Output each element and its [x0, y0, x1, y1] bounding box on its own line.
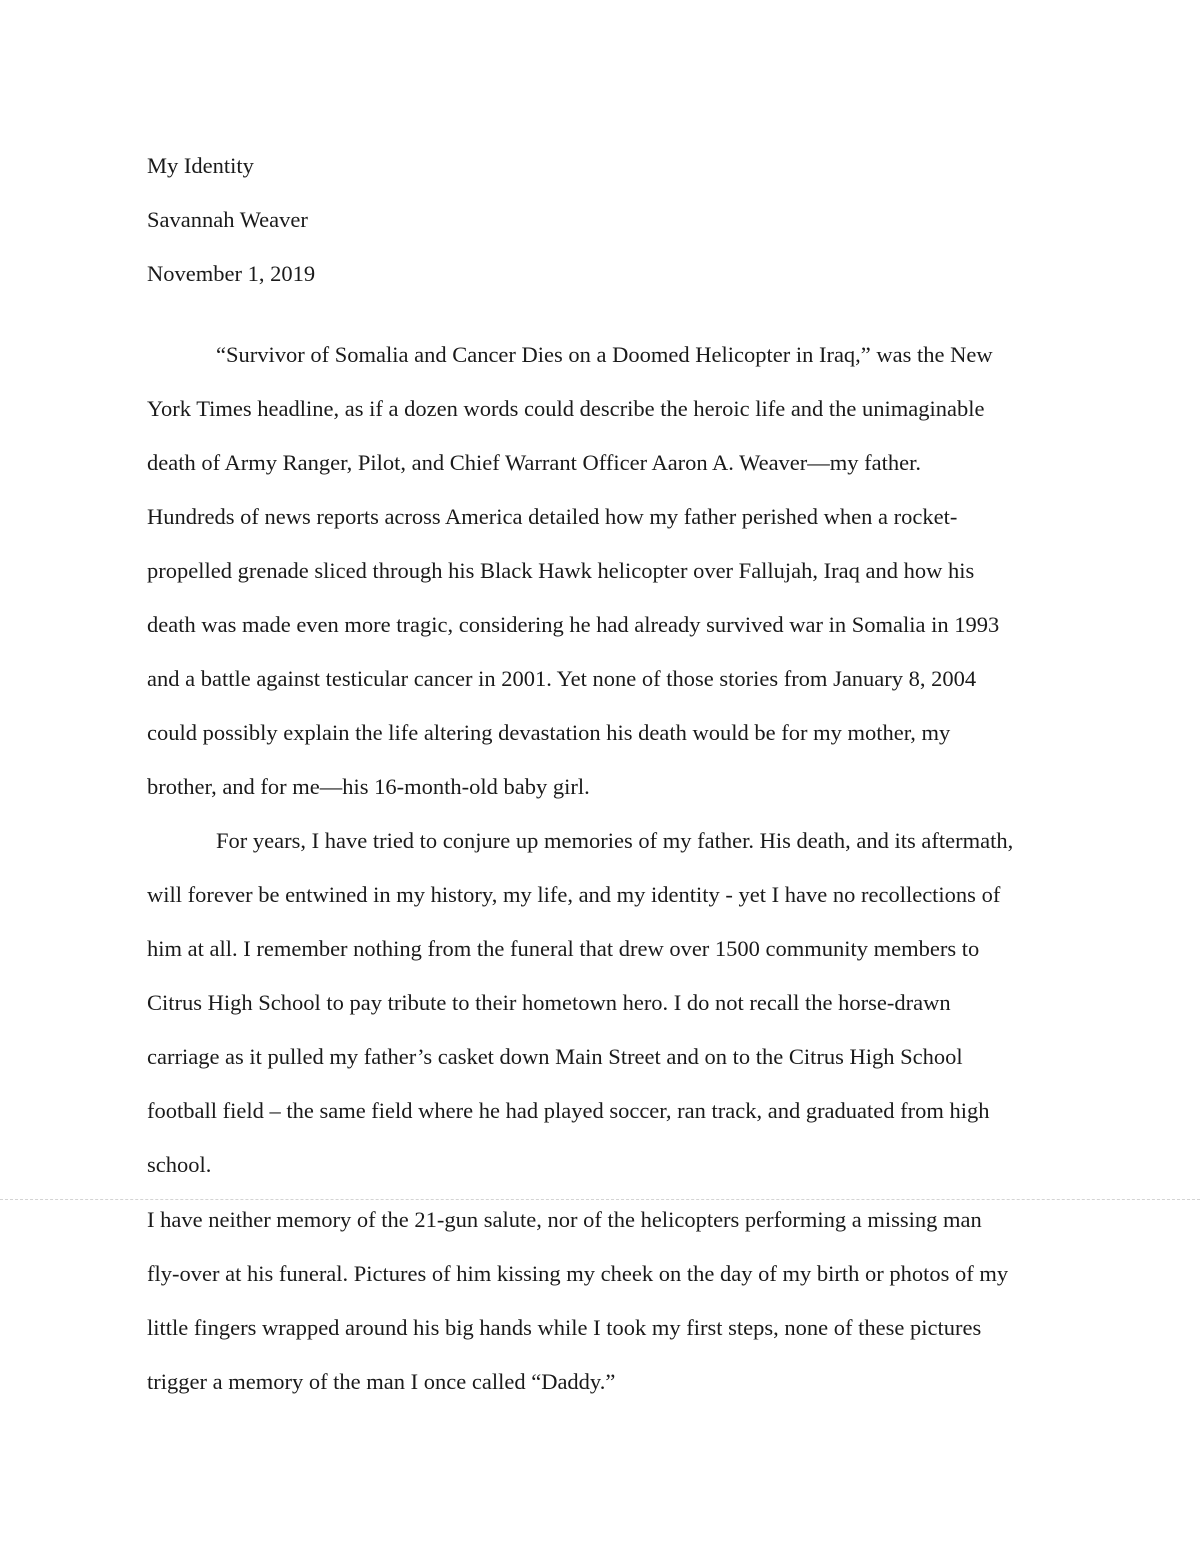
paragraph-line: could possibly explain the life altering devastation his death would be for my mother, my: [147, 720, 951, 745]
author-name: Savannah Weaver: [147, 207, 308, 232]
paragraph-line: trigger a memory of the man I once called “Daddy.”: [147, 1369, 616, 1394]
paragraph-line: death of Army Ranger, Pilot, and Chief Warrant Officer Aaron A. Weaver—my father.: [147, 450, 922, 475]
paragraph-line: For years, I have tried to conjure up memories of my father. His death, and its aftermath,: [216, 828, 1014, 853]
paragraph-line: I have neither memory of the 21-gun salute, nor of the helicopters performing a missing man: [147, 1207, 982, 1232]
paragraph-line: propelled grenade sliced through his Black Hawk helicopter over Fallujah, Iraq and how his: [147, 558, 975, 583]
paragraph-line: York Times headline, as if a dozen words could describe the heroic life and the unimaginable: [147, 396, 985, 421]
paragraph-line: Citrus High School to pay tribute to their hometown hero. I do not recall the horse-drawn: [147, 990, 951, 1015]
essay-title: My Identity: [147, 153, 254, 178]
paragraph-line: and a battle against testicular cancer in 2001. Yet none of those stories from January 8, 2004: [147, 666, 977, 691]
essay-date: November 1, 2019: [147, 261, 316, 286]
paragraph-line: Hundreds of news reports across America detailed how my father perished when a rocket-: [147, 504, 958, 529]
paragraph-line: death was made even more tragic, considering he had already survived war in Somalia in 1993: [147, 612, 1000, 637]
paragraph-line: little fingers wrapped around his big hands while I took my first steps, none of these pictures: [147, 1315, 982, 1340]
paragraph-line: school.: [147, 1152, 212, 1177]
paragraph-line: football field – the same field where he had played soccer, ran track, and graduated from high: [147, 1098, 990, 1123]
paragraph-line: carriage as it pulled my father’s casket down Main Street and on to the Citrus High School: [147, 1044, 963, 1069]
paragraph-line: brother, and for me—his 16-month-old baby girl.: [147, 774, 590, 799]
paragraph-line: will forever be entwined in my history, my life, and my identity - yet I have no recollections of: [147, 882, 1001, 907]
paragraph-line: fly-over at his funeral. Pictures of him kissing my cheek on the day of my birth or photos of my: [147, 1261, 1009, 1286]
paragraph-line: “Survivor of Somalia and Cancer Dies on a Doomed Helicopter in Iraq,” was the New: [216, 342, 993, 367]
paragraph-line: him at all. I remember nothing from the funeral that drew over 1500 community members to: [147, 936, 980, 961]
